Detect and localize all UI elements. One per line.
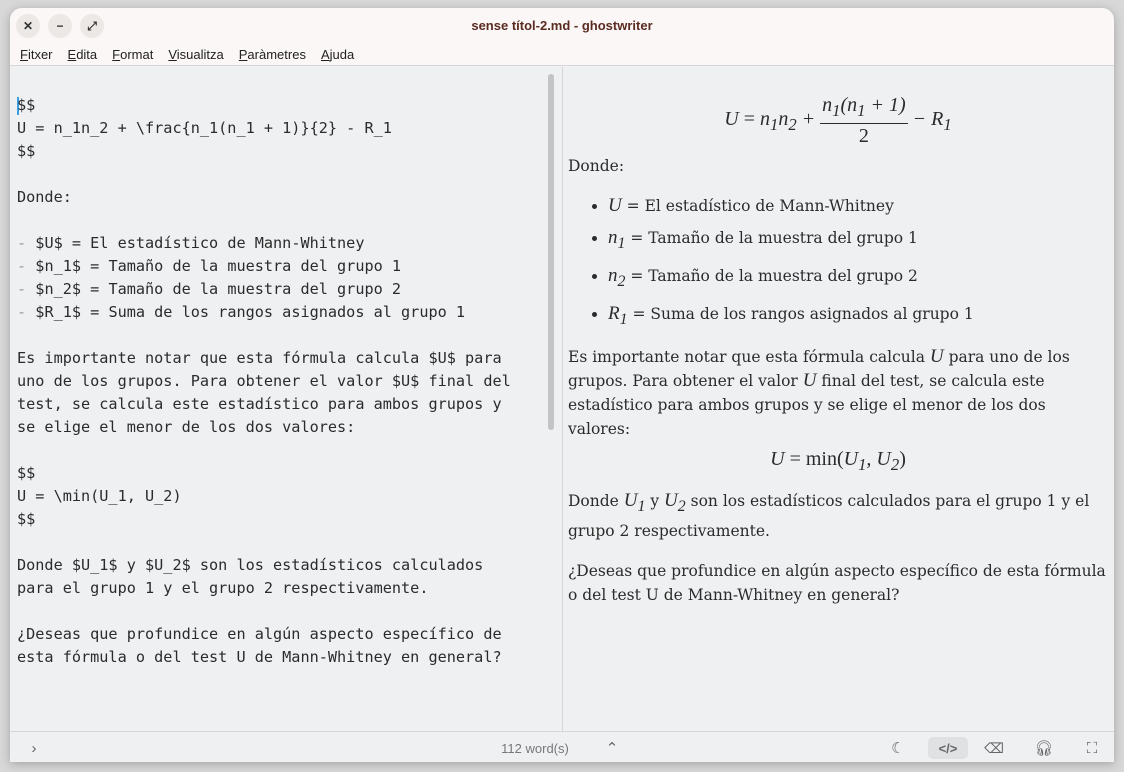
status-bar	[10, 731, 1114, 762]
title-bar	[10, 8, 1114, 44]
editor-line	[17, 324, 562, 347]
list-item: • U = El estadístico de Mann-Whitney	[608, 194, 1108, 218]
menu-bar	[10, 44, 1114, 66]
paragraph: Donde $U_1$ y $U_2$ son los estadísticos calculados para el grupo 1 y el grupo 2 respectivamente.	[568, 490, 1090, 541]
editor-line: Es importante notar que esta fórmula calcula $U$ para	[17, 349, 502, 367]
html-preview-toggle-icon[interactable]: </>	[928, 737, 968, 759]
editor-line: ¿Deseas que profundice en algún aspecto específico de	[17, 625, 502, 643]
menu-visualitza[interactable]: Visualitza	[168, 47, 224, 62]
editor-line	[17, 531, 562, 554]
editor-line: $$	[17, 96, 36, 114]
menu-parametres[interactable]: Paràmetres	[238, 47, 306, 62]
word-count[interactable]: 112 word(s)	[501, 740, 569, 756]
fullscreen-icon[interactable]: ⛶	[1086, 739, 1098, 757]
minimize-button[interactable]: −	[48, 14, 72, 38]
equation-min: $U = \min(U_1$, $U_2$)	[770, 448, 906, 475]
list-item: • $R_1$ = Suma de los rangos asignados al grupo 1	[608, 302, 1108, 332]
equation-u: $U = n_1n_2$ + $\frac{n_1(n_1 + 1)}{2}$ − $R_1$	[724, 94, 952, 147]
list-item: • $n_2$ = Tamaño de la muestra del grupo 2	[608, 264, 1108, 294]
paragraph: ¿Deseas que profundice en algún aspecto específico de esta fórmula o del test U de Mann-Whitney en general?	[568, 562, 1106, 605]
editor-line	[17, 600, 562, 623]
backspace-icon[interactable]: ⌫	[984, 739, 1004, 756]
editor-line: $$	[17, 464, 36, 482]
markdown-editor[interactable]	[10, 67, 562, 731]
editor-line: - $n_2$ = Tamaño de la muestra del grupo 2	[17, 280, 402, 298]
editor-line	[17, 163, 562, 186]
paragraph: Es importante notar que esta fórmula calcula U para uno de los grupos. Para obtener el valor U final del test, se calcula este estadístico para ambos grupos y se elige el menor de los dos valores:	[568, 346, 1070, 439]
editor-scrollbar[interactable]	[548, 74, 554, 430]
editor-line: - $U$ = El estadístico de Mann-Whitney	[17, 234, 365, 252]
editor-line	[17, 209, 562, 232]
editor-line: test, se calcula este estadístico para ambos grupos y	[17, 395, 502, 413]
editor-line: $$	[17, 142, 36, 160]
chevron-right-icon[interactable]: ›	[31, 739, 37, 757]
html-preview	[568, 67, 1108, 623]
dark-mode-moon-icon[interactable]: ☾	[891, 740, 905, 757]
editor-line: para el grupo 1 y el grupo 2 respectivamente.	[17, 579, 429, 597]
editor-line: uno de los grupos. Para obtener el valor $U$ final del	[17, 372, 511, 390]
editor-line: U = n_1n_2 + \frac{n_1(n_1 + 1)}{2} - R_1	[17, 119, 392, 137]
menu-format[interactable]: Format	[112, 47, 154, 62]
chevron-up-circle-icon[interactable]: ⌃	[605, 740, 619, 757]
menu-edita[interactable]: Edita	[67, 47, 98, 62]
maximize-button[interactable]: ⤢	[80, 14, 104, 38]
app-window	[10, 8, 1114, 762]
editor-line: Donde $U_1$ y $U_2$ son los estadísticos calculados	[17, 556, 484, 574]
editor-line: U = \min(U_1, U_2)	[17, 487, 182, 505]
pane-divider	[562, 67, 563, 731]
editor-line: - $n_1$ = Tamaño de la muestra del grupo 1	[17, 257, 402, 275]
menu-fitxer[interactable]: Fitxer	[20, 47, 53, 62]
menu-ajuda[interactable]: Ajuda	[320, 47, 355, 62]
donde-label: Donde:	[568, 157, 625, 175]
editor-line: se elige el menor de los dos valores:	[17, 418, 356, 436]
editor-line: - $R_1$ = Suma de los rangos asignados al grupo 1	[17, 303, 466, 321]
headphones-icon[interactable]: 🎧︎	[1034, 740, 1054, 757]
close-button[interactable]: ✕	[16, 14, 40, 38]
window-title: sense títol-2.md - ghostwriter	[471, 18, 653, 33]
list-item: • $n_1$ = Tamaño de la muestra del grupo 1	[608, 226, 1108, 256]
definitions-list	[608, 194, 1108, 331]
editor-line: $$	[17, 510, 36, 528]
editor-line: esta fórmula o del test U de Mann-Whitney en general?	[17, 648, 502, 666]
editor-line: Donde:	[17, 188, 72, 206]
editor-line	[17, 439, 562, 462]
